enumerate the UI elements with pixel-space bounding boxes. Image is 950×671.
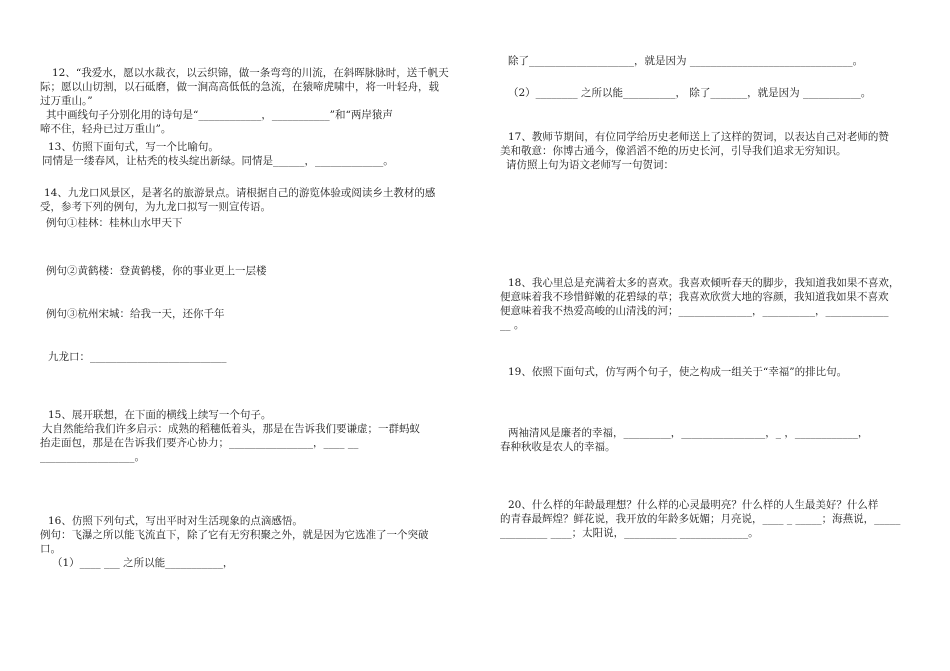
q18-line: __ 。 bbox=[500, 319, 525, 331]
q19-example bbox=[500, 426, 920, 454]
q12-line: 际；愿以山切割，以石砥磨，做一涧高高低低的急流，在猿啼虎啸中，将一叶轻舟，载 bbox=[40, 81, 439, 93]
question-15 bbox=[40, 408, 460, 464]
question-12 bbox=[40, 66, 460, 136]
question-17 bbox=[500, 130, 920, 172]
question-19: 19、依照下面句式，仿写两个句子，使之构成一组关于“幸福”的排比句。 bbox=[508, 366, 848, 378]
q16-line: 16、仿照下列句式，写出平时对生活现象的点滴感悟。 bbox=[48, 515, 303, 527]
q14-answer-line: 九龙口：__________________________ bbox=[48, 351, 227, 363]
q16-line: （1）____ ___ 之所以能___________， bbox=[52, 557, 234, 569]
q14-example-1: 例句①桂林：桂林山水甲天下 bbox=[46, 217, 183, 229]
question-16 bbox=[40, 514, 460, 570]
question-13 bbox=[40, 140, 460, 168]
q13-line: 同情是一缕春风，让枯秃的枝头绽出新绿。同情是______，_____________。 bbox=[42, 155, 394, 167]
q17-line: 请仿照上句为语文老师写一句贺词： bbox=[506, 159, 674, 171]
q14-example-2: 例句②黄鹤楼：登黄鹤楼，你的事业更上一层楼 bbox=[46, 265, 267, 277]
q20-line: _________ ____；太阳说，__________ _____________。 bbox=[500, 527, 759, 539]
q17-line: 17、教师节期间，有位同学给历史老师送上了这样的贺词，以表达自己对老师的赞 bbox=[508, 131, 889, 143]
q16-line: 口。 bbox=[40, 543, 61, 555]
q18-line: 18、我心里总是充满着太多的喜欢。我喜欢倾听春天的脚步，我知道我如果不喜欢， bbox=[508, 277, 900, 289]
q20-line: 的青春最辉煌？鲜花说，我开放的年龄多妩媚；月亮说，____ _ _____；海燕说，_____ bbox=[500, 513, 901, 525]
q14-example-3: 例句③杭州宋城：给我一天，还你千年 bbox=[46, 308, 225, 320]
question-18 bbox=[500, 276, 920, 332]
q16-line: 例句：飞瀑之所以能飞流直下，除了它有无穷积聚之外，就是因为它选准了一个突破 bbox=[40, 529, 429, 541]
q18-line: 便意味着我不热爱高峻的山清浅的河；______________，__________，____________ bbox=[500, 305, 889, 317]
q17-line: 美和敬意：你博古通今，像滔滔不绝的历史长河，引导我们追求无穷知识。 bbox=[500, 145, 847, 157]
q15-line: 大自然能给我们许多启示：成熟的稻穗低着头，那是在告诉我们要谦虚；一群蚂蚁 bbox=[42, 423, 420, 435]
q13-line: 13、仿照下面句式，写一个比喻句。 bbox=[48, 141, 219, 153]
q15-line: 15、展开联想，在下面的横线上续写一个句子。 bbox=[48, 409, 272, 421]
q16-continued-2: （2）________ 之所以能__________， 除了_______，就是因为 ___________。 bbox=[508, 87, 872, 99]
q19-line: 春种秋收是农人的幸福。 bbox=[500, 441, 616, 453]
q15-line: 抬走面包，那是在告诉我们要齐心协力；________________，____ __ bbox=[40, 437, 359, 449]
q12-line: 过万重山。” bbox=[40, 95, 93, 107]
q12-line: 啼不住，轻舟已过万重山”。 bbox=[40, 123, 172, 135]
q19-line: 两袖清风是廉者的幸福，_________，________________，_ ，____________， bbox=[508, 427, 869, 439]
q12-line: 12、“我爱水，愿以水裁衣，以云织锦，做一条弯弯的川流，在斜晖脉脉时，送千帆天 bbox=[52, 67, 449, 79]
question-14 bbox=[40, 186, 460, 214]
question-20 bbox=[500, 498, 920, 540]
q14-intro-line: 14、九龙口风景区，是著名的旅游景点。请根据自己的游览体验或阅读乡土教材的感 bbox=[44, 187, 436, 199]
q12-line: 其中画线句子分别化用的诗句是“____________，___________”和“两岸猿声 bbox=[46, 109, 393, 121]
q20-line: 20、什么样的年龄最理想？什么样的心灵最明亮？什么样的人生最美好？什么样 bbox=[508, 499, 879, 511]
q16-continued-1: 除了____________________，就是因为 _______________________________。 bbox=[508, 55, 864, 67]
q14-intro-line: 受，参考下列的例句，为九龙口拟写一则宣传语。 bbox=[40, 201, 271, 213]
q18-line: 便意味着我不珍惜鲜嫩的花碧绿的草；我喜欢欣赏大地的容颜，我知道我如果不喜欢 bbox=[500, 291, 889, 303]
q15-line: __________________。 bbox=[40, 451, 145, 463]
